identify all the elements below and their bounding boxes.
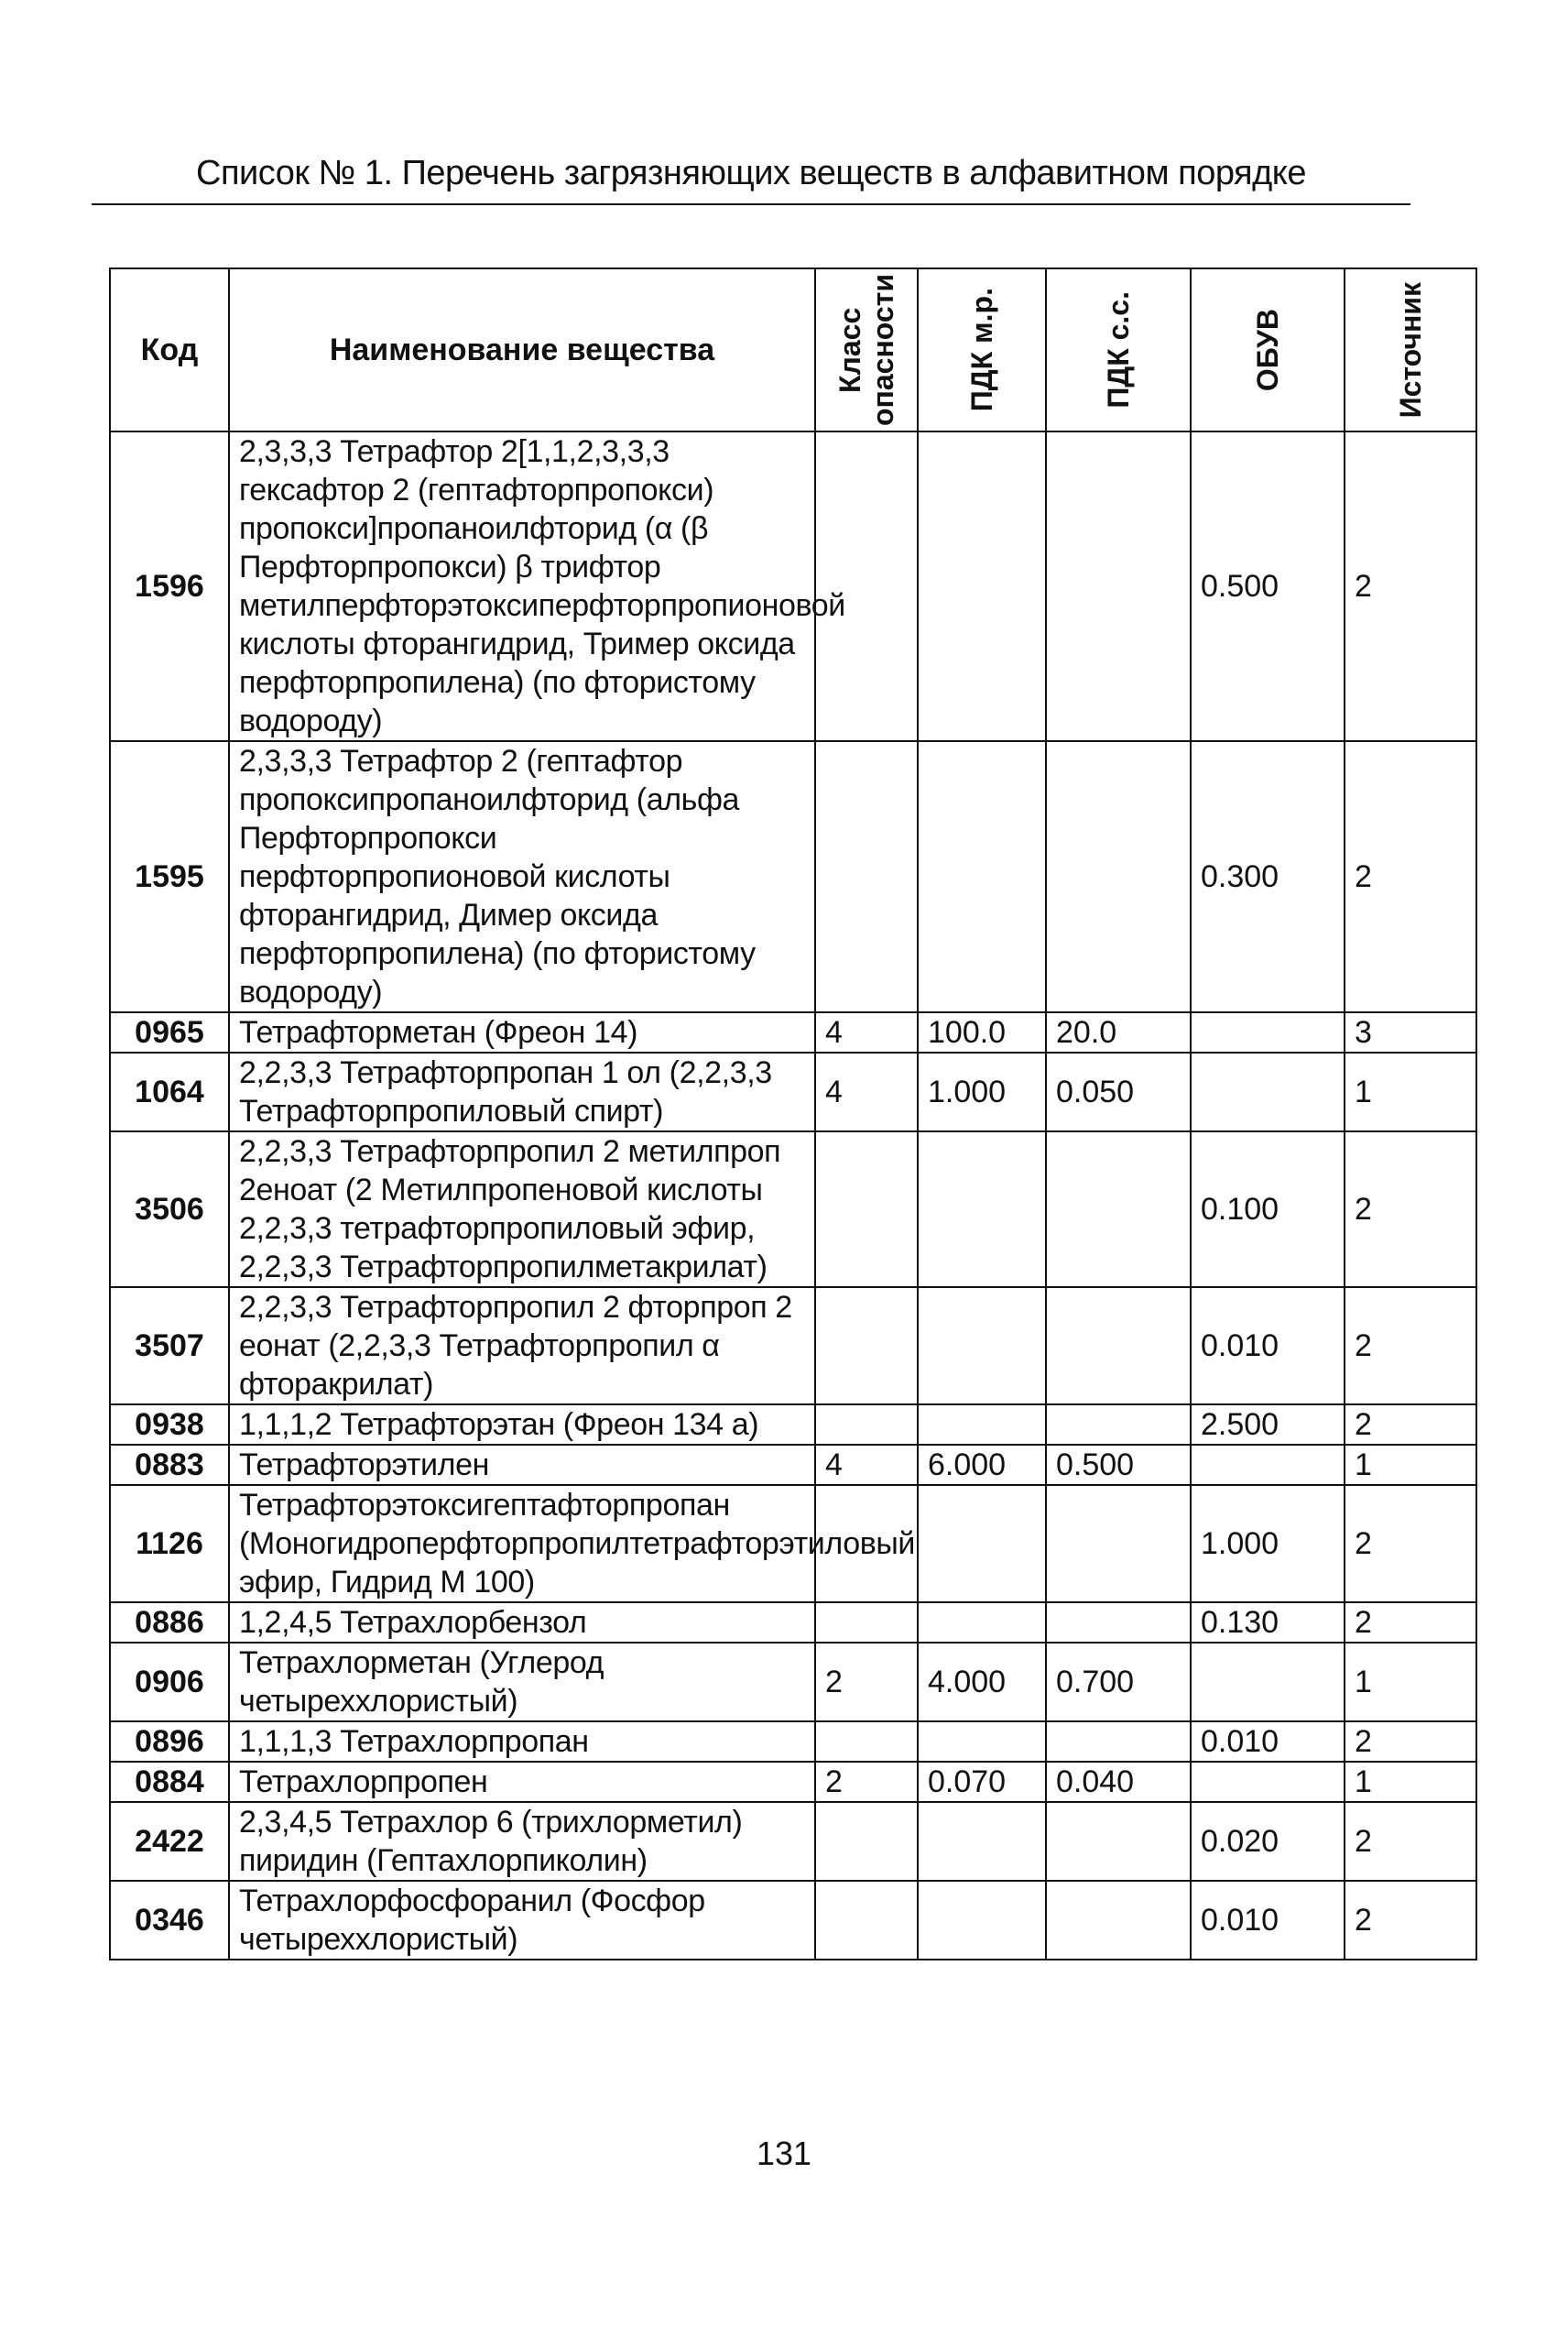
cell-name: Тетрахлорпропен [229, 1762, 815, 1802]
cell-name: 2,2,3,3 Тетрафторпропил 2 фторпроп 2 еонат (2,2,3,3 Тетрафторпропил α фторакрилат) [229, 1287, 815, 1404]
cell-pdk-mr [918, 1485, 1046, 1602]
cell-pdk-mr: 100.0 [918, 1012, 1046, 1053]
cell-hazard-class: 2 [815, 1643, 918, 1721]
table-row [110, 1053, 1476, 1131]
cell-pdk-mr: 4.000 [918, 1643, 1046, 1721]
title-rule [92, 203, 1410, 205]
cell-code: 0884 [110, 1762, 229, 1802]
cell-hazard-class: 4 [815, 1053, 918, 1131]
table-row [110, 1012, 1476, 1053]
cell-obuv: 0.010 [1191, 1881, 1345, 1960]
cell-pdk-ss: 0.500 [1046, 1445, 1191, 1485]
cell-pdk-ss [1046, 1287, 1191, 1404]
cell-obuv [1191, 1762, 1345, 1802]
substances-table [109, 268, 1477, 1960]
cell-hazard-class [815, 741, 918, 1012]
cell-code: 0938 [110, 1404, 229, 1445]
cell-code: 0886 [110, 1602, 229, 1643]
cell-source: 1 [1345, 1053, 1476, 1131]
cell-source: 2 [1345, 1602, 1476, 1643]
cell-pdk-mr: 0.070 [918, 1762, 1046, 1802]
cell-code: 0896 [110, 1721, 229, 1762]
cell-hazard-class [815, 1881, 918, 1960]
cell-source: 2 [1345, 1881, 1476, 1960]
cell-code: 1126 [110, 1485, 229, 1602]
cell-name: 2,3,3,3 Тетрафтор 2 (гептафтор пропоксипропаноилфторид (альфа Перфторпропокси перфторпропионовой кислоты фторангидрид, Димер оксида перфторпропилена) (по фтористому водороду) [229, 741, 815, 1012]
cell-source: 2 [1345, 1485, 1476, 1602]
cell-hazard-class [815, 1802, 918, 1881]
cell-pdk-ss: 0.700 [1046, 1643, 1191, 1721]
cell-obuv: 2.500 [1191, 1404, 1345, 1445]
table-row [110, 1802, 1476, 1881]
cell-pdk-ss [1046, 431, 1191, 741]
cell-name: Тетрафторэтоксигептафторпропан (Моногидроперфторпропилтетрафторэтиловый эфир, Гидрид М 100) [229, 1485, 815, 1602]
cell-pdk-mr [918, 741, 1046, 1012]
cell-pdk-ss: 0.040 [1046, 1762, 1191, 1802]
cell-name: 1,2,4,5 Тетрахлорбензол [229, 1602, 815, 1643]
cell-obuv [1191, 1053, 1345, 1131]
cell-pdk-mr: 6.000 [918, 1445, 1046, 1485]
cell-name: 2,2,3,3 Тетрафторпропил 2 метилпроп 2еноат (2 Метилпропеновой кислоты 2,2,3,3 тетрафторпропиловый эфир, 2,2,3,3 Тетрафторпропилметакрилат) [229, 1131, 815, 1287]
cell-code: 1064 [110, 1053, 229, 1131]
cell-source: 2 [1345, 431, 1476, 741]
cell-pdk-mr [918, 1404, 1046, 1445]
cell-obuv: 0.500 [1191, 431, 1345, 741]
cell-name: 2,2,3,3 Тетрафторпропан 1 ол (2,2,3,3 Тетрафторпропиловый спирт) [229, 1053, 815, 1131]
cell-name: Тетрафторметан (Фреон 14) [229, 1012, 815, 1053]
page-title: Список № 1. Перечень загрязняющих веществ в алфавитном порядке [196, 154, 1306, 192]
cell-name: 1,1,1,2 Тетрафторэтан (Фреон 134 а) [229, 1404, 815, 1445]
cell-name: 2,3,4,5 Тетрахлор 6 (трихлорметил) пиридин (Гептахлорпиколин) [229, 1802, 815, 1881]
cell-obuv [1191, 1643, 1345, 1721]
header-name: Наименование вещества [229, 268, 815, 431]
cell-pdk-mr [918, 1287, 1046, 1404]
table-row [110, 1287, 1476, 1404]
cell-pdk-ss [1046, 1404, 1191, 1445]
page-number: 131 [756, 2135, 812, 2172]
table-row [110, 1485, 1476, 1602]
table-row [110, 431, 1476, 741]
cell-pdk-ss: 20.0 [1046, 1012, 1191, 1053]
cell-pdk-ss [1046, 1131, 1191, 1287]
table-row [110, 1762, 1476, 1802]
header-pdk-mr: ПДК м.р. [918, 268, 1046, 431]
cell-hazard-class: 4 [815, 1012, 918, 1053]
cell-name: 2,3,3,3 Тетрафтор 2[1,1,2,3,3,3 гексафтор 2 (гептафторпропокси) пропокси]пропаноилфторид (α (β Перфторпропокси) β трифтор метилперфторэтоксиперфторпропионовой кислоты фторангидрид, Тример оксида перфторпропилена) (по фтористому водороду) [229, 431, 815, 741]
cell-pdk-mr [918, 1721, 1046, 1762]
cell-obuv: 1.000 [1191, 1485, 1345, 1602]
cell-obuv: 0.100 [1191, 1131, 1345, 1287]
cell-hazard-class [815, 1131, 918, 1287]
table-row [110, 1445, 1476, 1485]
cell-hazard-class [815, 1721, 918, 1762]
table-row [110, 1602, 1476, 1643]
cell-source: 2 [1345, 1721, 1476, 1762]
cell-source: 2 [1345, 1802, 1476, 1881]
cell-pdk-mr [918, 1602, 1046, 1643]
cell-source: 3 [1345, 1012, 1476, 1053]
table-row [110, 1404, 1476, 1445]
cell-pdk-mr [918, 431, 1046, 741]
table-row [110, 1643, 1476, 1721]
cell-pdk-ss: 0.050 [1046, 1053, 1191, 1131]
cell-source: 1 [1345, 1643, 1476, 1721]
cell-pdk-ss [1046, 1602, 1191, 1643]
header-code: Код [110, 268, 229, 431]
cell-code: 0965 [110, 1012, 229, 1053]
cell-name: Тетрахлорметан (Углерод четыреххлористый) [229, 1643, 815, 1721]
cell-code: 3507 [110, 1287, 229, 1404]
cell-code: 0346 [110, 1881, 229, 1960]
cell-source: 2 [1345, 741, 1476, 1012]
cell-pdk-mr [918, 1802, 1046, 1881]
cell-obuv [1191, 1012, 1345, 1053]
cell-pdk-ss [1046, 1881, 1191, 1960]
header-obuv: ОБУВ [1191, 268, 1345, 431]
cell-hazard-class [815, 1287, 918, 1404]
header-pdk-ss: ПДК с.с. [1046, 268, 1191, 431]
cell-code: 1595 [110, 741, 229, 1012]
table-row [110, 741, 1476, 1012]
cell-name: Тетрахлорфосфоранил (Фосфор четыреххлористый) [229, 1881, 815, 1960]
cell-source: 1 [1345, 1445, 1476, 1485]
table-row [110, 1131, 1476, 1287]
cell-source: 2 [1345, 1287, 1476, 1404]
cell-code: 0906 [110, 1643, 229, 1721]
table-row [110, 1721, 1476, 1762]
cell-name: 1,1,1,3 Тетрахлорпропан [229, 1721, 815, 1762]
table-header-row [110, 268, 1476, 431]
cell-hazard-class [815, 1404, 918, 1445]
cell-obuv: 0.020 [1191, 1802, 1345, 1881]
cell-code: 1596 [110, 431, 229, 741]
cell-pdk-mr [918, 1881, 1046, 1960]
header-hazard-class: Класс опасности [815, 268, 918, 431]
header-source: Источник [1345, 268, 1476, 431]
cell-pdk-ss [1046, 1721, 1191, 1762]
cell-obuv: 0.130 [1191, 1602, 1345, 1643]
cell-code: 2422 [110, 1802, 229, 1881]
cell-pdk-mr [918, 1131, 1046, 1287]
cell-pdk-mr: 1.000 [918, 1053, 1046, 1131]
cell-hazard-class: 4 [815, 1445, 918, 1485]
cell-obuv: 0.010 [1191, 1287, 1345, 1404]
cell-code: 3506 [110, 1131, 229, 1287]
cell-source: 2 [1345, 1404, 1476, 1445]
cell-code: 0883 [110, 1445, 229, 1485]
cell-source: 1 [1345, 1762, 1476, 1802]
cell-obuv [1191, 1445, 1345, 1485]
cell-hazard-class [815, 1602, 918, 1643]
cell-pdk-ss [1046, 1485, 1191, 1602]
cell-obuv: 0.010 [1191, 1721, 1345, 1762]
cell-source: 2 [1345, 1131, 1476, 1287]
table-row [110, 1881, 1476, 1960]
cell-pdk-ss [1046, 1802, 1191, 1881]
cell-hazard-class [815, 431, 918, 741]
cell-hazard-class: 2 [815, 1762, 918, 1802]
cell-name: Тетрафторэтилен [229, 1445, 815, 1485]
cell-obuv: 0.300 [1191, 741, 1345, 1012]
cell-pdk-ss [1046, 741, 1191, 1012]
